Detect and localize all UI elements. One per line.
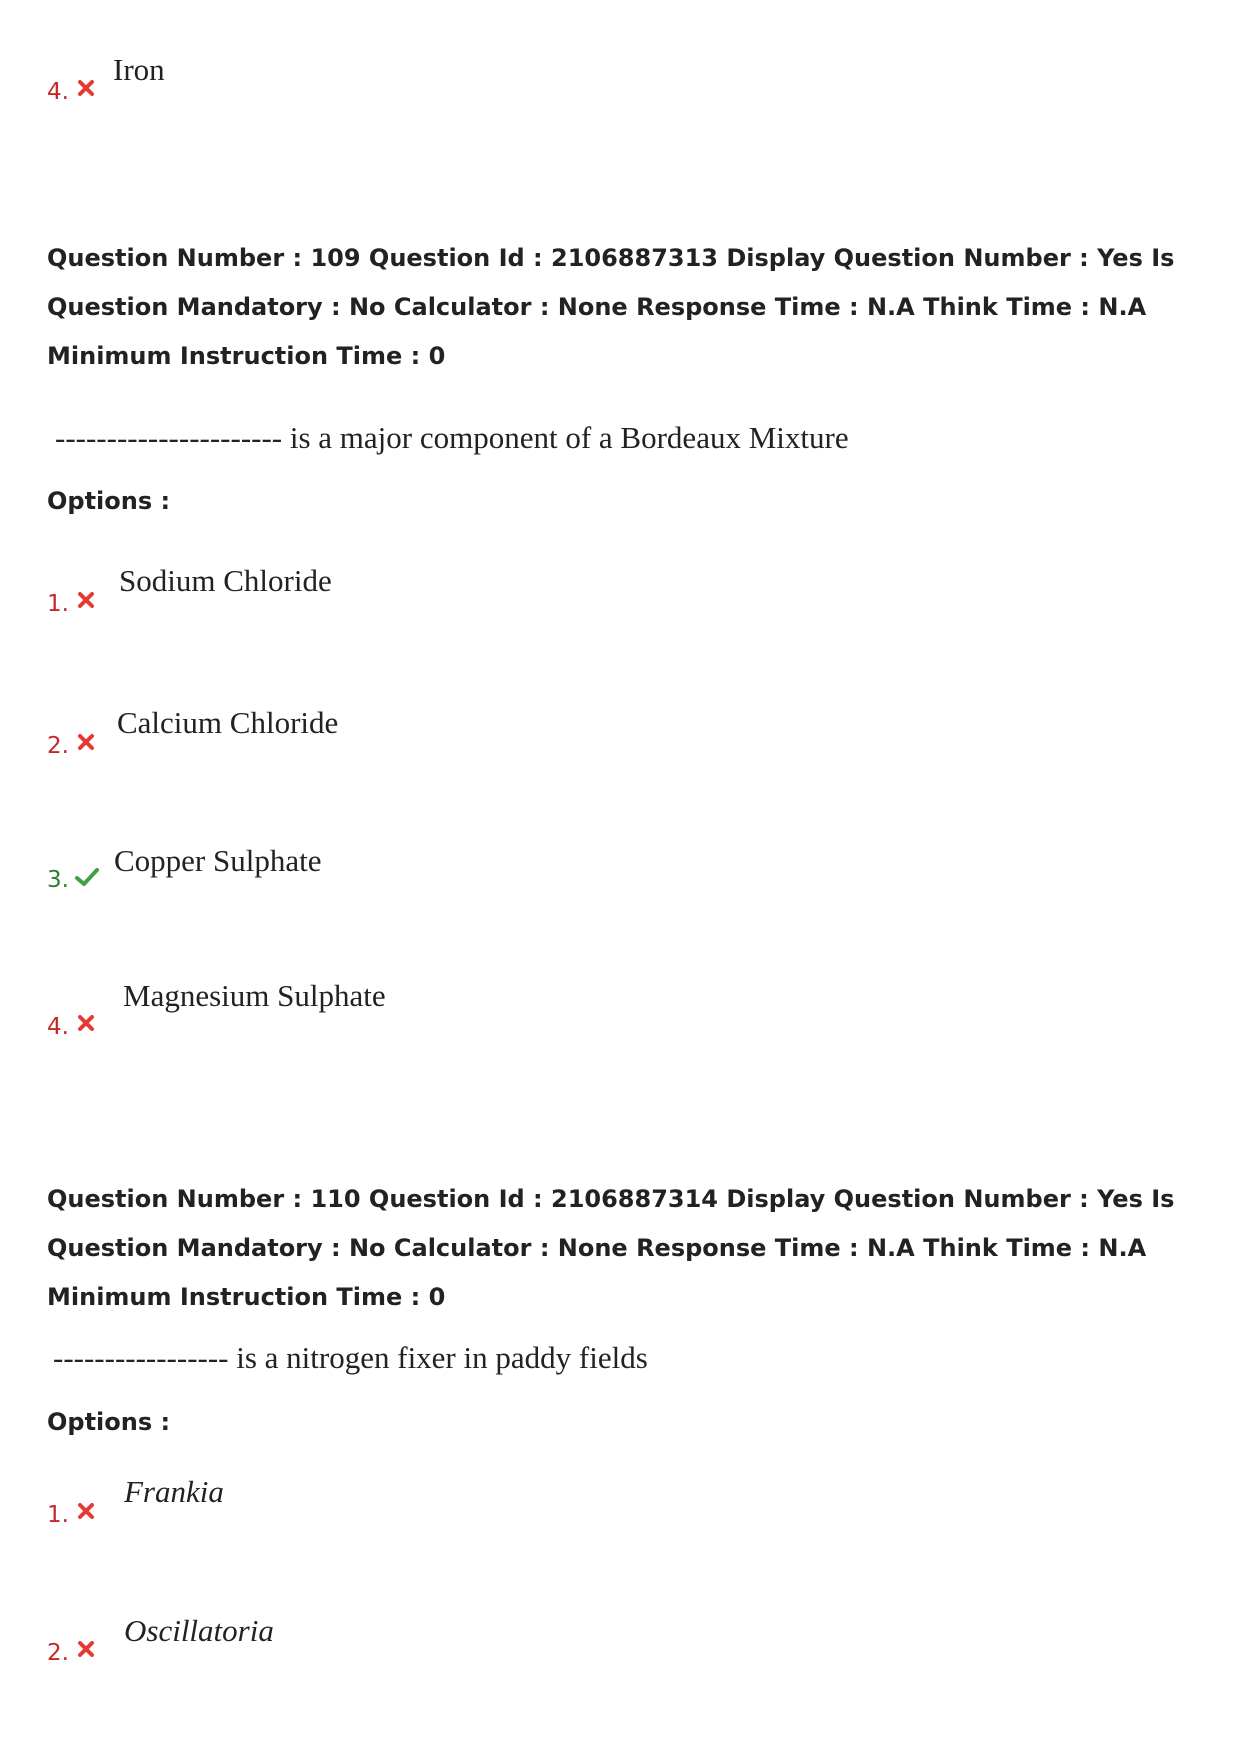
- cross-icon: [76, 1013, 96, 1033]
- cross-icon: [76, 1639, 96, 1659]
- option-number: 4.: [47, 1014, 69, 1040]
- question-text: ----------------- is a nitrogen fixer in paddy fields: [53, 1340, 648, 1375]
- cross-icon: [76, 732, 96, 752]
- option-number: 2.: [47, 733, 69, 759]
- options-label: Options :: [47, 1408, 171, 1436]
- option-number: 2.: [47, 1640, 69, 1666]
- options-label: Options :: [47, 487, 171, 515]
- cross-icon: [76, 590, 96, 610]
- option-text: Magnesium Sulphate: [123, 978, 386, 1013]
- option-text: Frankia: [124, 1474, 224, 1509]
- cross-icon: [76, 78, 96, 98]
- option-text: Iron: [113, 52, 165, 87]
- option-number: 1.: [47, 1502, 69, 1528]
- question-meta: Question Number : 109 Question Id : 2106887313 Display Question Number : Yes Is Question Mandatory : No Calculator : None Response Time : N.A Think Time : N.A Minimum Instruction Time : 0: [47, 244, 1175, 370]
- check-icon: [74, 866, 100, 888]
- option-text: Calcium Chloride: [117, 705, 339, 740]
- option-text: Sodium Chloride: [119, 563, 332, 598]
- option-text: Oscillatoria: [124, 1613, 274, 1648]
- question-text: ---------------------- is a major component of a Bordeaux Mixture: [55, 420, 849, 455]
- option-text: Copper Sulphate: [114, 843, 322, 878]
- option-number: 4.: [47, 79, 69, 105]
- option-number: 1.: [47, 591, 69, 617]
- cross-icon: [76, 1501, 96, 1521]
- question-meta: Question Number : 110 Question Id : 2106887314 Display Question Number : Yes Is Question Mandatory : No Calculator : None Response Time : N.A Think Time : N.A Minimum Instruction Time : 0: [47, 1185, 1175, 1311]
- option-number: 3.: [47, 867, 69, 893]
